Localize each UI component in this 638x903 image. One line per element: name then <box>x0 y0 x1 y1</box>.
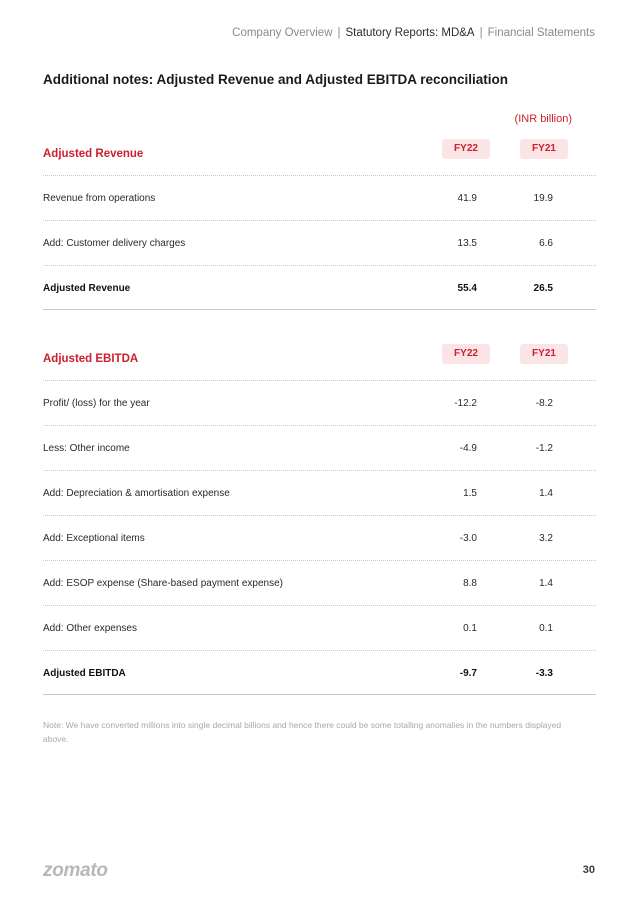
table-row <box>43 470 596 515</box>
section-header <box>43 344 596 380</box>
value-fy22: 41.9 <box>457 193 477 204</box>
value-fy21: 19.9 <box>533 193 553 204</box>
value-fy22: 13.5 <box>457 238 477 249</box>
value-fy21: 1.4 <box>539 578 553 589</box>
page-title: Additional notes: Adjusted Revenue and Adjusted EBITDA reconciliation <box>43 72 509 87</box>
breadcrumb-separator: | <box>479 27 483 39</box>
row-label: Add: Other expenses <box>43 623 137 634</box>
value-fy22: 0.1 <box>463 623 477 634</box>
value-fy22: 55.4 <box>457 283 477 294</box>
page-number: 30 <box>582 864 595 876</box>
value-fy21: -8.2 <box>535 398 553 409</box>
row-label: Adjusted Revenue <box>43 283 131 294</box>
value-fy22: -12.2 <box>454 398 477 409</box>
value-fy22: 8.8 <box>463 578 477 589</box>
value-fy21: 3.2 <box>539 533 553 544</box>
column-header-fy22: FY22 <box>442 344 490 364</box>
table-row <box>43 425 596 470</box>
column-header-fy21: FY21 <box>520 344 568 364</box>
table-row <box>43 380 596 425</box>
zomato-logo: zomato <box>43 860 108 881</box>
table-total-row <box>43 265 596 310</box>
adjusted-ebitda-table <box>43 344 596 695</box>
column-header-fy22: FY22 <box>442 139 490 159</box>
row-label: Adjusted EBITDA <box>43 668 126 679</box>
table-row <box>43 515 596 560</box>
value-fy22: 1.5 <box>463 488 477 499</box>
value-fy22: -3.0 <box>459 533 477 544</box>
breadcrumb-financial-statements[interactable]: Financial Statements <box>487 27 595 39</box>
value-fy21: 26.5 <box>533 283 553 294</box>
section-header <box>43 139 596 175</box>
footnote: Note: We have converted millions into single decimal billions and hence there could be some totalling anomalies in the numbers displayed above. <box>43 720 562 744</box>
table-row <box>43 560 596 605</box>
table-row <box>43 605 596 650</box>
value-fy22: -4.9 <box>459 443 477 454</box>
row-label: Less: Other income <box>43 443 130 454</box>
breadcrumb-statutory-reports[interactable]: Statutory Reports: MD&A <box>345 27 475 39</box>
adjusted-revenue-table <box>43 139 596 310</box>
table-total-row <box>43 650 596 695</box>
column-header-fy21: FY21 <box>520 139 568 159</box>
value-fy21: 6.6 <box>539 238 553 249</box>
breadcrumb-company-overview[interactable]: Company Overview <box>232 27 333 39</box>
value-fy21: -1.2 <box>535 443 553 454</box>
row-label: Revenue from operations <box>43 193 156 204</box>
value-fy22: -9.7 <box>459 668 477 679</box>
report-breadcrumb <box>232 27 595 39</box>
row-label: Add: ESOP expense (Share-based payment expense) <box>43 578 283 589</box>
section-title-adjusted-revenue: Adjusted Revenue <box>43 148 144 160</box>
row-label: Add: Depreciation & amortisation expense <box>43 488 230 499</box>
row-label: Profit/ (loss) for the year <box>43 398 150 409</box>
table-row <box>43 220 596 265</box>
unit-label: (INR billion) <box>514 113 572 125</box>
value-fy21: -3.3 <box>535 668 553 679</box>
row-label: Add: Customer delivery charges <box>43 238 186 249</box>
breadcrumb-separator: | <box>337 27 341 39</box>
section-title-adjusted-ebitda: Adjusted EBITDA <box>43 353 139 365</box>
value-fy21: 0.1 <box>539 623 553 634</box>
table-row <box>43 175 596 220</box>
row-label: Add: Exceptional items <box>43 533 145 544</box>
value-fy21: 1.4 <box>539 488 553 499</box>
